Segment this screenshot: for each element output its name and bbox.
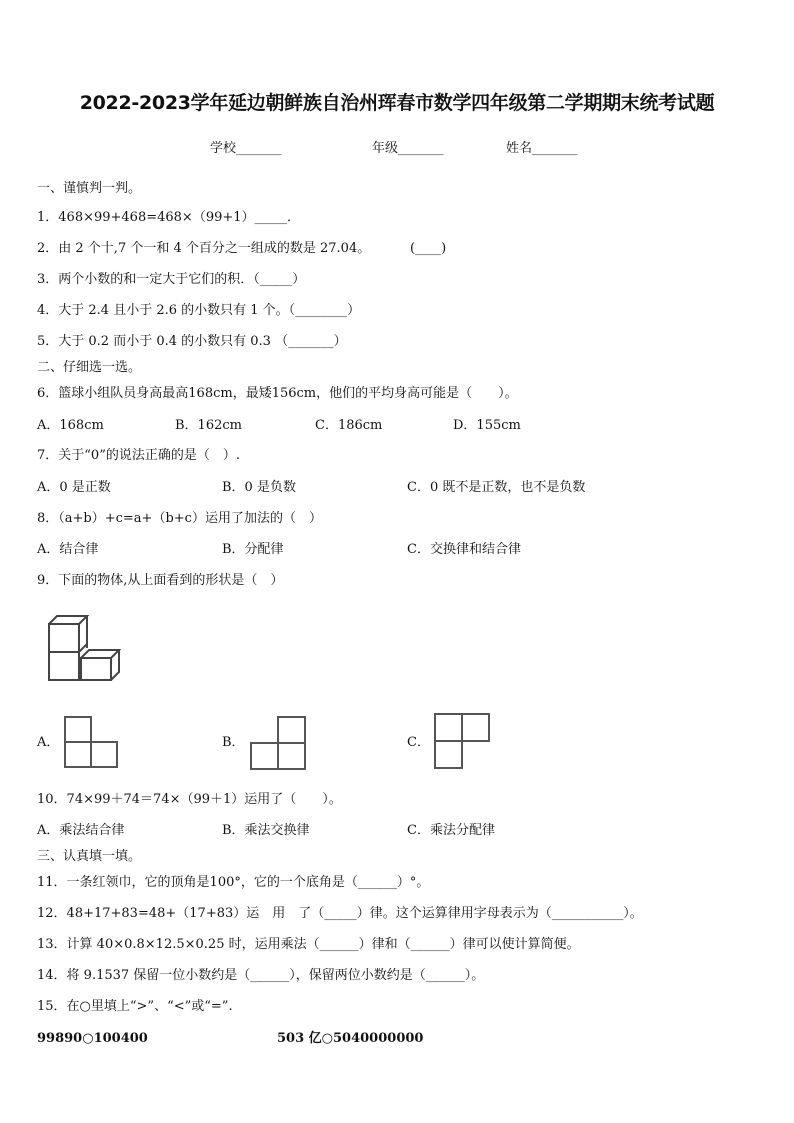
question-10: 10．74×99＋74＝74×（99＋1）运用了（ ）。 — [37, 792, 342, 807]
q7-option-a[interactable]: A．0 是正数 — [37, 480, 111, 495]
q9-option-c-shape — [434, 713, 490, 769]
question-14: 14．将 9.1537 保留一位小数约是（______），保留两位小数约是（______）。 — [37, 968, 485, 983]
q8-option-b[interactable]: B．分配律 — [222, 542, 284, 557]
q10-option-a[interactable]: A．乘法结合律 — [37, 823, 125, 838]
q6-option-d[interactable]: D．155cm — [453, 418, 521, 433]
school-field[interactable]: 学校_______ — [210, 141, 282, 156]
q9-option-a-shape — [64, 716, 118, 768]
page-title: 2022-2023学年延边朝鲜族自治州珲春市数学四年级第二学期期末统考试题 — [79, 92, 715, 114]
question-12: 12．48+17+83=48+（17+83）运 用 了（_____）律。这个运算律用字母表示为（___________）。 — [37, 906, 643, 921]
question-8: 8．（a+b）+c=a+（b+c）运用了加法的（ ） — [37, 511, 322, 526]
question-9: 9．下面的物体,从上面看到的形状是（ ） — [37, 573, 284, 588]
grade-field[interactable]: 年级_______ — [372, 141, 444, 156]
question-2: 2．由 2 个十,7 个一和 4 个百分之一组成的数是 27.04。 — [37, 241, 371, 256]
q6-option-a[interactable]: A．168cm — [37, 418, 104, 433]
section3-heading: 三、认真填一填。 — [37, 849, 142, 864]
q8-option-c[interactable]: C．交换律和结合律 — [407, 542, 521, 557]
q9-option-b-shape — [250, 716, 306, 770]
q7-option-b[interactable]: B．0 是负数 — [222, 480, 296, 495]
q6-option-b[interactable]: B．162cm — [175, 418, 242, 433]
question-4: 4．大于 2.4 且小于 2.6 的小数只有 1 个。（________） — [37, 303, 361, 318]
q7-option-c[interactable]: C．0 既不是正数，也不是负数 — [407, 480, 586, 495]
q15-item-2[interactable]: 503 亿○5040000000 — [277, 1031, 424, 1046]
question-2-blank[interactable]: (____) — [410, 241, 447, 256]
q15-item-1[interactable]: 99890○100400 — [37, 1031, 148, 1046]
question-7: 7．关于“0”的说法正确的是（ ）. — [37, 448, 240, 463]
section1-heading: 一、谨慎判一判。 — [37, 181, 142, 196]
q9-option-c[interactable]: C． — [407, 735, 430, 750]
q10-option-b[interactable]: B．乘法交换律 — [222, 823, 310, 838]
question-5: 5．大于 0.2 而小于 0.4 的小数只有 0.3 （_______） — [37, 334, 347, 349]
question-6: 6．篮球小组队员身高最高168cm，最矮156cm，他们的平均身高可能是（ ）。 — [37, 386, 518, 401]
q9-option-a[interactable]: A． — [37, 735, 60, 750]
question-15: 15．在○里填上“>”、“<”或“=”. — [37, 999, 233, 1014]
q10-option-c[interactable]: C．乘法分配律 — [407, 823, 495, 838]
q9-option-b[interactable]: B． — [222, 735, 245, 750]
q6-option-c[interactable]: C．186cm — [315, 418, 383, 433]
section2-heading: 二、仔细选一选。 — [37, 360, 142, 375]
question-1: 1．468×99+468=468×（99+1）_____． — [37, 210, 301, 225]
name-field[interactable]: 姓名_______ — [506, 141, 578, 156]
cube-stack-figure — [44, 612, 134, 686]
q8-option-a[interactable]: A．结合律 — [37, 542, 99, 557]
question-3: 3．两个小数的和一定大于它们的积．（_____） — [37, 272, 306, 287]
question-11: 11．一条红领巾，它的顶角是100°，它的一个底角是（______）°。 — [37, 875, 430, 890]
question-13: 13．计算 40×0.8×12.5×0.25 时，运用乘法（______）律和（______）律可以使计算简便。 — [37, 937, 580, 952]
